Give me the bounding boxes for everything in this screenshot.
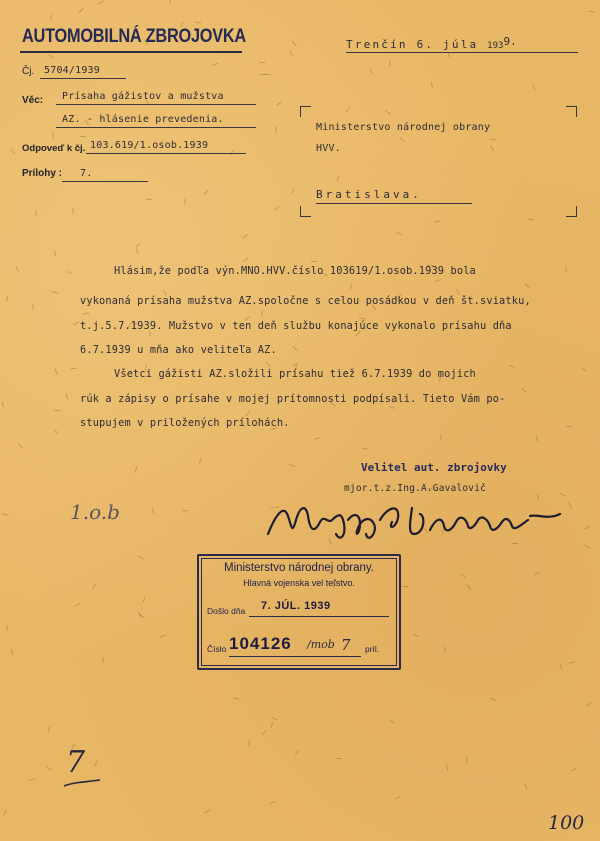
paper-fibre [490, 146, 494, 152]
margin-annotation: 1.o.b [70, 500, 120, 524]
paper-fibre [413, 634, 419, 637]
paper-fibre [584, 545, 590, 549]
paper-fibre [275, 126, 276, 132]
paper-fibre [467, 585, 472, 590]
paper-fibre [102, 657, 104, 663]
reply-label: Odpoveď k čj. [22, 143, 86, 154]
paper-fibre [135, 467, 138, 473]
paper-fibre [435, 279, 441, 281]
paper-fibre [589, 11, 595, 12]
paper-fibre [337, 175, 340, 181]
date-underline [346, 52, 578, 53]
year-suffix: 9. [503, 35, 517, 48]
paper-fibre [138, 612, 142, 617]
paper-fibre [389, 719, 394, 724]
paper-fibre [336, 758, 342, 759]
paper-fibre [274, 206, 279, 211]
paper-fibre [581, 367, 586, 372]
paper-fibre [271, 721, 274, 727]
paper-fibre [533, 84, 536, 90]
subject-line-2: AZ. - hlásenie prevedenia. [62, 114, 224, 125]
paper-fibre [314, 437, 320, 439]
paper-fibre [6, 295, 9, 301]
paper-fibre [289, 51, 293, 57]
stamp-date-line [249, 616, 389, 617]
paper-fibre [138, 556, 144, 560]
paper-fibre [11, 649, 13, 655]
paper-fibre [169, 0, 171, 4]
paper-fibre [52, 291, 58, 293]
paper-fibre [536, 435, 539, 441]
paper-fibre [54, 369, 57, 375]
paper-fibre [212, 63, 218, 66]
reply-value: 103.619/1.osob.1939 [90, 140, 209, 151]
paper-fibre [135, 248, 138, 254]
paper-fibre [349, 284, 352, 290]
paper-fibre [262, 730, 267, 735]
annotation-underline [62, 778, 102, 790]
paper-fibre [565, 266, 567, 272]
paper-fibre [152, 507, 154, 513]
paper-fibre [73, 321, 79, 325]
recipient-underline [316, 203, 472, 204]
paper-fibre [46, 766, 51, 771]
stamp-number-line [229, 656, 361, 657]
paper-fibre [295, 750, 299, 756]
paper-fibre [370, 68, 373, 74]
paper-fibre [53, 429, 58, 434]
body-line: 6.7.1939 u mňa ako veliteľa AZ. [80, 344, 277, 356]
paper-fibre [289, 464, 295, 467]
paper-fibre [6, 624, 8, 630]
paper-fibre [204, 809, 210, 813]
paper-fibre [3, 810, 6, 816]
paper-fibre [291, 188, 294, 194]
paper-fibre [195, 21, 201, 23]
body-line: Všetci gážisti AZ.složili prísahu tiež 6.7.1939 do mojich [114, 368, 476, 380]
ref-label: Čj. [22, 66, 35, 77]
paper-fibre [18, 443, 23, 448]
recipient-line-3: Bratislava. [316, 188, 422, 201]
company-letterhead: AUTOMOBILNÁ ZBROJOVKA [22, 26, 246, 47]
paper-fibre [521, 388, 526, 393]
paper-fibre [460, 573, 465, 577]
stamp-date-label: Došlo dňa [207, 606, 246, 616]
address-corner-tl [300, 106, 311, 117]
paper-fibre [587, 702, 592, 707]
signature-text: Mjr Ing Gavalovič [270, 508, 280, 509]
handwritten-signature [262, 494, 572, 550]
paper-fibre [434, 221, 440, 223]
paper-fibre [242, 234, 247, 239]
year-prefix: 193 [487, 41, 504, 51]
letterhead-rule [20, 51, 242, 53]
closing-title: Velitel aut. zbrojovky [361, 461, 507, 474]
paper-fibre [66, 271, 72, 274]
paper-fibre [490, 139, 496, 141]
address-corner-tr [566, 106, 577, 117]
paper-fibre [32, 303, 34, 309]
address-corner-br [566, 206, 577, 217]
paper-fibre [560, 663, 563, 669]
stamp-date-value: 7. JÚL. 1939 [261, 600, 331, 612]
paper-fibre [48, 54, 54, 58]
received-stamp [197, 554, 401, 670]
paper-fibre [83, 312, 89, 314]
paper-fibre [466, 756, 468, 762]
paper-fibre [2, 401, 4, 407]
attachments-value: 7. [80, 168, 93, 179]
paper-fibre [362, 448, 368, 450]
paper-fibre [50, 14, 52, 20]
page-number: 100 [548, 812, 585, 834]
paper-fibre [259, 62, 265, 64]
stamp-number-label: Číslo [207, 644, 227, 654]
paper-fibre [445, 647, 446, 653]
paper-fibre [399, 137, 404, 141]
paper-fibre [389, 60, 390, 66]
paper-fibre [402, 586, 408, 587]
reply-underline [86, 153, 246, 154]
paper-fibre [2, 513, 8, 516]
recipient-line-2: HVV. [316, 143, 341, 154]
paper-fibre [54, 250, 56, 256]
attachments-label: Prílohy : [22, 168, 63, 179]
paper-fibre [48, 726, 51, 732]
paper-fibre [276, 101, 281, 105]
paper-fibre [184, 198, 185, 204]
paper-fibre [80, 136, 86, 137]
paper-fibre [311, 261, 317, 262]
paper-fibre [199, 458, 201, 464]
subject-underline-1 [56, 104, 256, 105]
subject-underline-2 [56, 127, 256, 128]
paper-fibre [54, 410, 60, 412]
paper-fibre [98, 1, 104, 5]
paper-fibre [270, 801, 276, 804]
paper-fibre [159, 635, 165, 639]
paper-fibre [94, 761, 97, 767]
paper-fibre [11, 149, 15, 154]
paper-fibre [75, 603, 81, 607]
paper-fibre [204, 190, 209, 195]
paper-fibre [385, 110, 390, 115]
paper-fibre [248, 739, 250, 745]
paper-fibre [182, 509, 188, 511]
signer-name: mjor.t.z.Ing.A.Gavalovič [344, 483, 487, 494]
stamp-number-value: 104126 [229, 634, 292, 653]
subject-label: Věc: [22, 95, 44, 106]
paper-fibre [233, 697, 239, 700]
paper-fibre [29, 779, 35, 781]
paper-fibre [243, 257, 249, 261]
paper-fibre [396, 232, 402, 236]
attachments-underline [62, 181, 148, 182]
paper-fibre [35, 210, 36, 216]
subject-line-1: Prísaha gážistov a mužstva [62, 91, 224, 102]
body-line: t.j.5.7.1939. Mužstvo v ten deň službu konajúce vykonalo prísahu dňa [80, 320, 512, 332]
body-line: stupujem v priložených prílohách. [80, 417, 290, 429]
paper-fibre [79, 8, 84, 13]
paper-fibre [292, 41, 297, 46]
paper-fibre [528, 219, 534, 220]
paper-fibre [346, 107, 350, 112]
paper-fibre [266, 362, 271, 367]
stamp-attachments-count: 7 [341, 636, 351, 654]
paper-fibre [524, 784, 527, 790]
paper-fibre [395, 796, 401, 799]
ref-value: 5704/1939 [44, 65, 100, 76]
body-line: Hlásim,že podľa výn.MNO.HVV.číslo 103619/1.osob.1939 bola [114, 265, 476, 277]
paper-fibre [66, 393, 69, 399]
paper-fibre [446, 764, 448, 770]
paper-fibre [261, 310, 263, 316]
place-date [346, 35, 517, 51]
recipient-line-1: Ministerstvo národnej obrany [316, 122, 491, 133]
paper-fibre [440, 434, 441, 440]
paper-fibre [431, 82, 433, 88]
paper-fibre [52, 132, 53, 138]
paper-fibre [15, 266, 19, 272]
paper-fibre [566, 426, 572, 428]
paper-fibre [71, 368, 77, 370]
paper-fibre [260, 74, 266, 75]
paper-fibre [490, 698, 496, 702]
paper-fibre [571, 768, 577, 772]
paper-fibre [271, 717, 277, 720]
paper-fibre [534, 572, 540, 575]
paper-fibre [456, 289, 460, 295]
address-corner-bl [300, 206, 311, 217]
paper-fibre [524, 283, 529, 288]
body-line: vykonaná prísaha mužstva AZ.spoločne s celou posádkou v deň št.sviatku, [80, 295, 531, 307]
paper-fibre [146, 198, 152, 200]
paper-fibre [509, 365, 515, 368]
stamp-office: Hlavná vojenska vel teľstvo. [243, 578, 355, 588]
paper-fibre [72, 207, 74, 213]
paper-fibre [92, 584, 96, 589]
body-line: rúk a zápisy o prísahe v mojej prítomnosti podpísali. Tieto Vám po- [80, 393, 506, 405]
paper-fibre [448, 53, 451, 59]
stamp-ministry: Ministerstvo národnej obrany. [224, 562, 374, 574]
paper-fibre [584, 526, 590, 530]
stamp-number-suffix: /mob [307, 638, 335, 651]
ref-underline [40, 78, 126, 79]
place-date-text: Trenčín 6. júla [346, 38, 479, 51]
paper-fibre [246, 411, 250, 416]
stamp-attachments-label: príl. [365, 644, 380, 654]
paper-fibre [292, 346, 297, 351]
bottom-left-annotation: 7 [66, 745, 86, 780]
paper-fibre [389, 406, 395, 409]
paper-fibre [569, 661, 575, 663]
paper-fibre [142, 597, 145, 603]
